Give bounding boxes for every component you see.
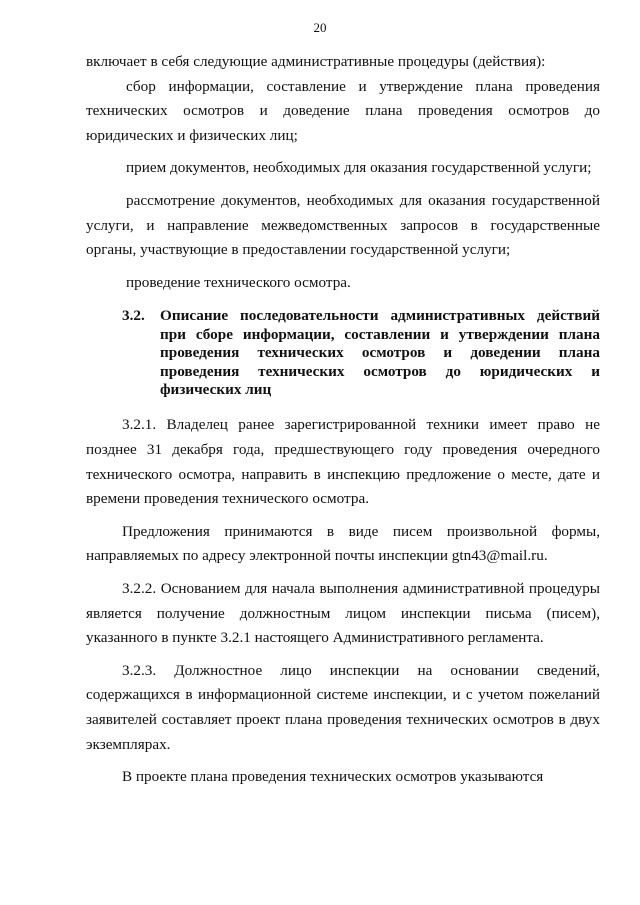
list-item-review-documents: рассмотрение документов, необходимых для оказания государственной услуги, и направление межведомственных запросов в государственные органы, участвующие в предоставлении государственной услуги;: [86, 191, 600, 259]
section-heading: [86, 307, 600, 399]
list-item-collect-info: сбор информации, составление и утверждение плана проведения технических осмотров и доведение плана проведения осмотров до юридических и физических лиц;: [86, 77, 600, 144]
section-title: Описание последовательности административных действий при сборе информации, составлении и утверждении плана проведения технических осмотров и доведении плана проведения технических осмотров до юридических и физических лиц: [160, 307, 600, 398]
intro-paragraph: включает в себя следующие административные процедуры (действия):: [86, 53, 546, 70]
clause-3-2-2: 3.2.2. Основанием для начала выполнения административной процедуры является получение должностным лицом инспекции письма (писем), указанного в пункте 3.2.1 настоящего Административного регламента.: [86, 579, 600, 647]
paragraph-plan: В проекте плана проведения технических осмотров указываются: [122, 768, 544, 786]
section-number: 3.2.: [122, 307, 145, 325]
list-item-receive-documents: прием документов, необходимых для оказания государственной услуги;: [126, 159, 592, 177]
page-number: 20: [313, 20, 327, 35]
clause-3-2-1: 3.2.1. Владелец ранее зарегистрированной техники имеет право не позднее 31 декабря года, предшествующего году проведения очередного технического осмотра, направить в инспекцию предложение о месте, дате и времени проведения технического осмотра.: [86, 416, 600, 508]
list-item-technical-inspection: проведение технического осмотра.: [126, 273, 351, 291]
clause-3-2-3: 3.2.3. Должностное лицо инспекции на основании сведений, содержащихся в информационной системе инспекции, и с учетом пожеланий заявителей составляет проект плана проведения технических осмотров в двух экземплярах.: [86, 661, 600, 753]
document-body: [86, 50, 600, 790]
paragraph-offers: Предложения принимаются в виде писем произвольной формы, направляемых по адресу электронной почты инспекции gtn43@mail.ru.: [86, 522, 600, 565]
